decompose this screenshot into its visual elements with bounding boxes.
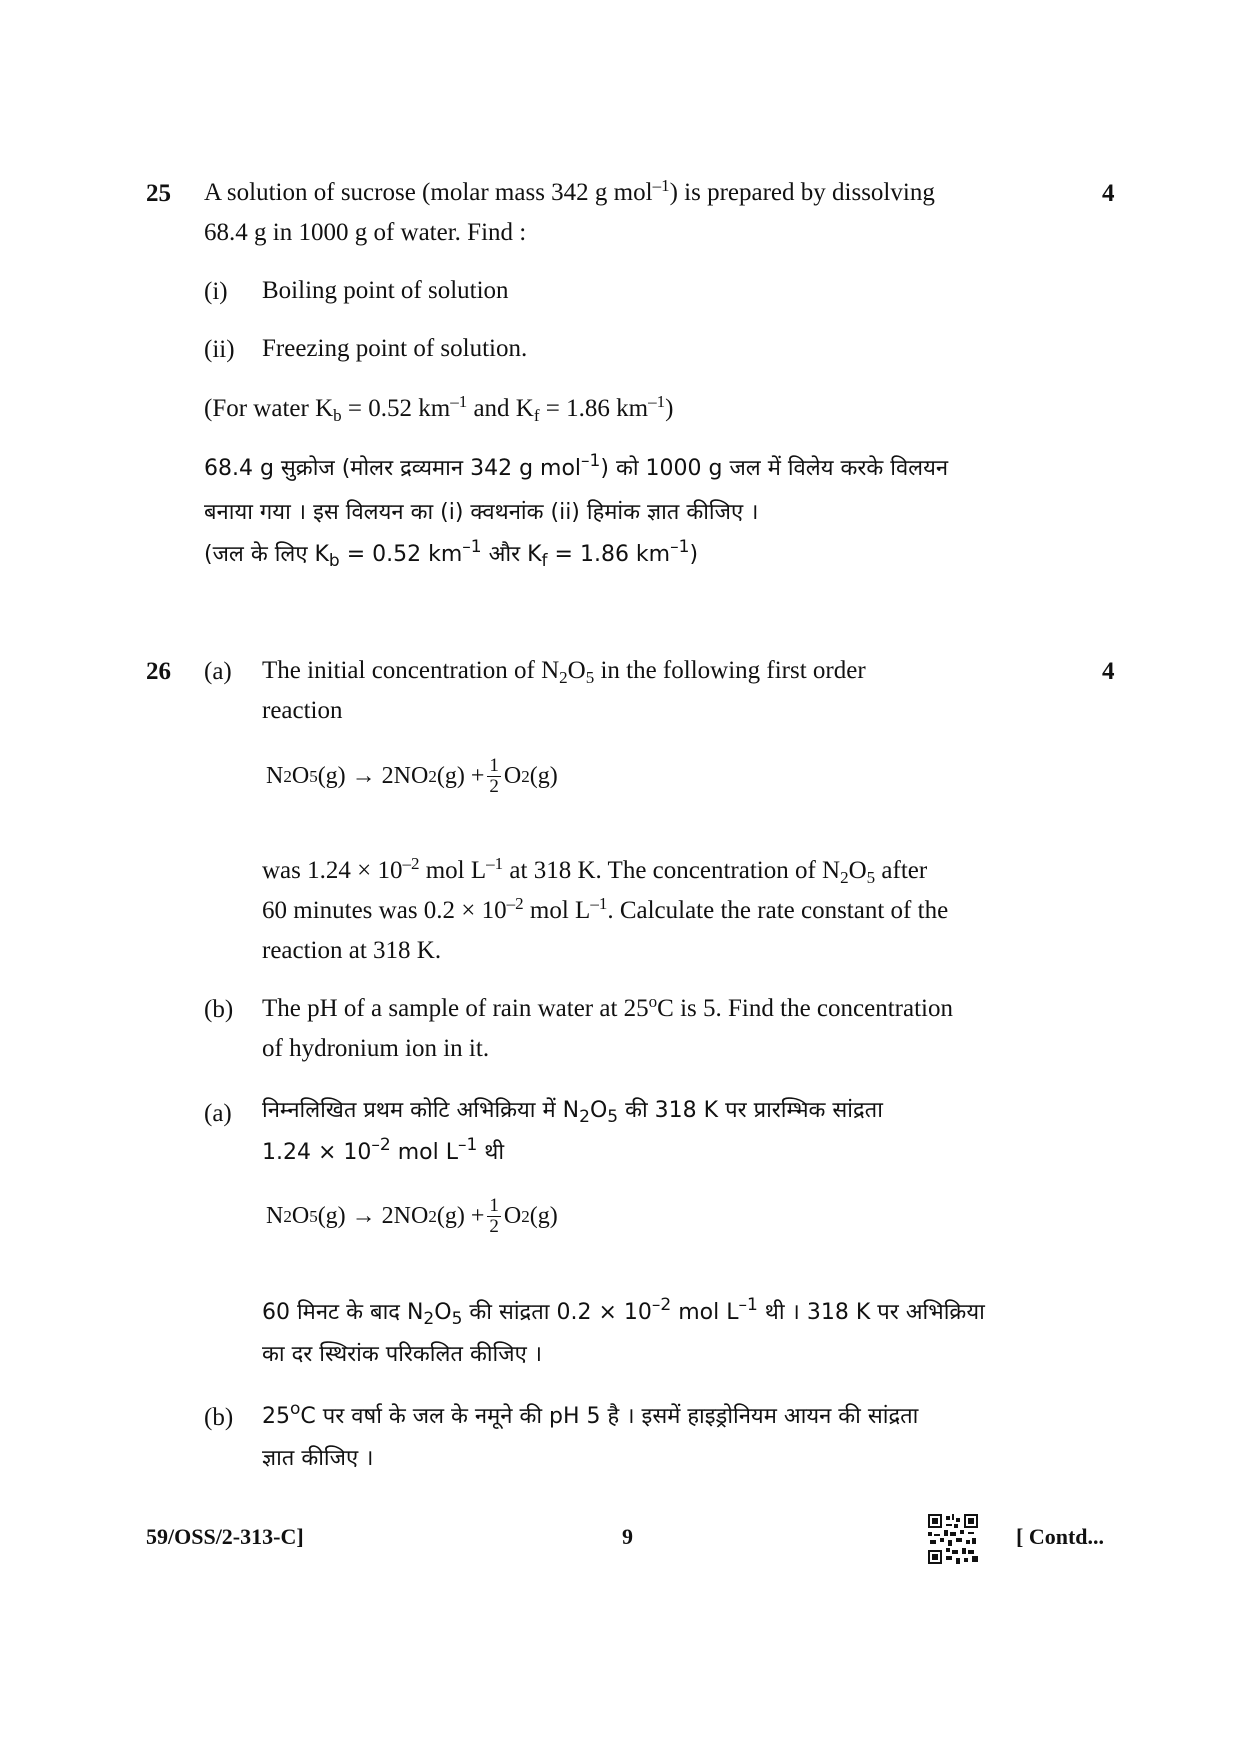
item-text: Freezing point of solution. <box>262 335 528 362</box>
reaction-equation: N 2 O 5 (g) → 2NO 2 (g) + $\frac{1}{2}$ O 2 (g) <box>266 755 558 797</box>
q26a-hindi-text-line2: का दर स्थिरांक परिकलित कीजिए । <box>262 1342 543 1367</box>
q26a-text-line2: 60 minutes was $0.2 \times 10^{-2}$ mol $L^{-1}$. Calculate the rate constant of the <box>262 894 949 924</box>
qr-code-icon <box>928 1514 978 1564</box>
question-number: 25 <box>146 180 171 207</box>
q25-constants: (For water $K_b = 0.52$ $km^{-1}$ and $K_f = 1.86$ $km^{-1}$) <box>204 392 674 425</box>
part-label: (a) <box>204 658 232 685</box>
continued-label: [ Contd... <box>1016 1524 1105 1549</box>
item-label: (ii) <box>204 336 235 363</box>
q25-hindi-line3: (जल के लिए $K_b = 0.52$ $km^{-1}$ और $K_f = 1.86$ $km^{-1}$) <box>204 537 699 571</box>
part-label: (a) <box>204 1100 232 1127</box>
q25-intro-line1: A solution of sucrose (molar mass 342 g mol$^{-1}$) is prepared by dissolving <box>204 176 935 206</box>
fraction-half: $\frac{1}{2}$ <box>489 1195 499 1237</box>
item-text: Boiling point of solution <box>262 277 509 304</box>
q26a-hindi-text-line1: 60 मिनट के बाद $N_2O_5$ की सांद्रता $0.2 \times 10^{-2}$ mol $L^{-1}$ थी । 318 K पर अभिक्रिया <box>262 1295 985 1329</box>
question-marks: 4 <box>1102 658 1115 685</box>
part-label: (b) <box>204 1404 234 1431</box>
q26a-line1: The initial concentration of $N_2O_5$ in the following first order <box>262 657 866 687</box>
q26b-hindi-line1: 25$^o$C पर वर्षा के जल के नमूने की pH 5 है । इसमें हाइड्रोनियम आयन की सांद्रता <box>262 1399 919 1429</box>
page-number: 9 <box>622 1524 633 1549</box>
q26a-line2: reaction <box>262 697 343 724</box>
q26a-text-line3: reaction at 318 K. <box>262 937 442 964</box>
q26b-hindi-line2: ज्ञात कीजिए । <box>262 1446 374 1471</box>
question-marks: 4 <box>1102 180 1115 207</box>
q26b-line2: of hydronium ion in it. <box>262 1035 490 1062</box>
q26a-hindi-line2: $1.24 \times 10^{-2}$ mol $L^{-1}$ थी <box>262 1135 505 1165</box>
q26a-text-line1: was $1.24 \times 10^{-2}$ mol $L^{-1}$ at 318 K. The concentration of $N_2O_5$ after <box>262 854 928 887</box>
part-label: (b) <box>204 996 234 1023</box>
q25-hindi-line1: 68.4 g सुक्रोज (मोलर द्रव्यमान 342 g mol$^{-1}$) को 1000 g जल में विलेय करके विलयन <box>204 451 949 481</box>
reaction-equation: N 2 O 5 (g) → 2NO 2 (g) + $\frac{1}{2}$ O 2 (g) <box>266 1195 558 1237</box>
item-label: (i) <box>204 278 228 305</box>
question-number: 26 <box>146 658 171 685</box>
q26a-hindi-line1: निम्नलिखित प्रथम कोटि अभिक्रिया में $N_2O_5$ की 318 K पर प्रारम्भिक सांद्रता <box>262 1098 883 1127</box>
q26b-line1: The pH of a sample of rain water at 25$^o$C is 5. Find the concentration <box>262 992 953 1022</box>
paper-code: 59/OSS/2-313-C] <box>146 1524 304 1549</box>
q25-intro-line2: 68.4 g in 1000 g of water. Find : <box>204 219 527 246</box>
q25-hindi-line2: बनाया गया । इस विलयन का (i) क्वथनांक (ii) हिमांक ज्ञात कीजिए । <box>204 500 759 525</box>
fraction-half: $\frac{1}{2}$ <box>489 755 499 797</box>
